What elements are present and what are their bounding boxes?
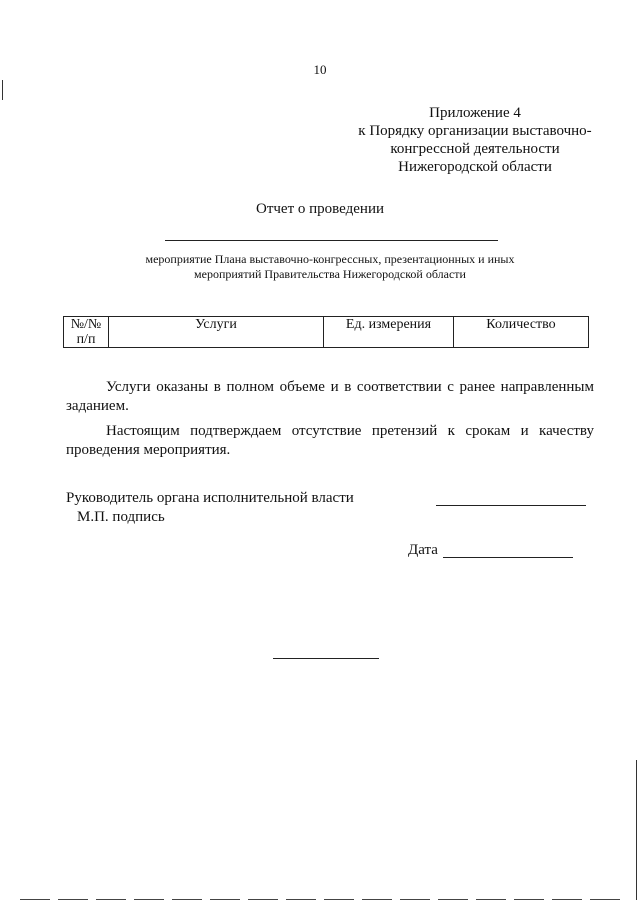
header-unit: Ед. измерения (324, 317, 454, 348)
scan-edge-left (2, 80, 3, 100)
header-quantity: Количество (454, 317, 589, 348)
date-label: Дата (408, 542, 438, 558)
seal-signature-label: М.П. подпись (77, 509, 165, 525)
caption-line-2: мероприятий Правительства Нижегородской области (194, 267, 466, 281)
signature-line (436, 505, 586, 506)
appendix-line-3: конгрессной деятельности (390, 141, 560, 157)
appendix-line-2: к Порядку организации выставочно- (358, 123, 592, 139)
scan-edge-bottom (20, 899, 620, 900)
scan-edge-right (636, 760, 637, 900)
page-number: 10 (313, 62, 327, 77)
report-title: Отчет о проведении (256, 201, 384, 217)
caption-line-1: мероприятие Плана выставочно-конгрессных, презентационных и иных (145, 252, 515, 266)
appendix-line-1: Приложение 4 (429, 105, 521, 121)
signatory-title: Руководитель органа исполнительной власти (66, 490, 354, 506)
appendix-block (330, 104, 620, 176)
services-table (63, 316, 589, 348)
appendix-line-4: Нижегородской области (398, 159, 552, 175)
services-paragraph: Услуги оказаны в полном объеме и в соответствии с ранее направленным заданием. (66, 379, 594, 414)
header-services: Услуги (109, 317, 324, 348)
confirmation-paragraph: Настоящим подтверждаем отсутствие претензий к срокам и качеству проведения мероприятия. (66, 423, 594, 458)
table-header-row (64, 317, 589, 348)
header-number: №/№ п/п (64, 317, 109, 348)
date-line (443, 557, 573, 558)
end-divider (273, 658, 379, 659)
event-caption (120, 252, 540, 282)
event-name-line (165, 240, 498, 241)
